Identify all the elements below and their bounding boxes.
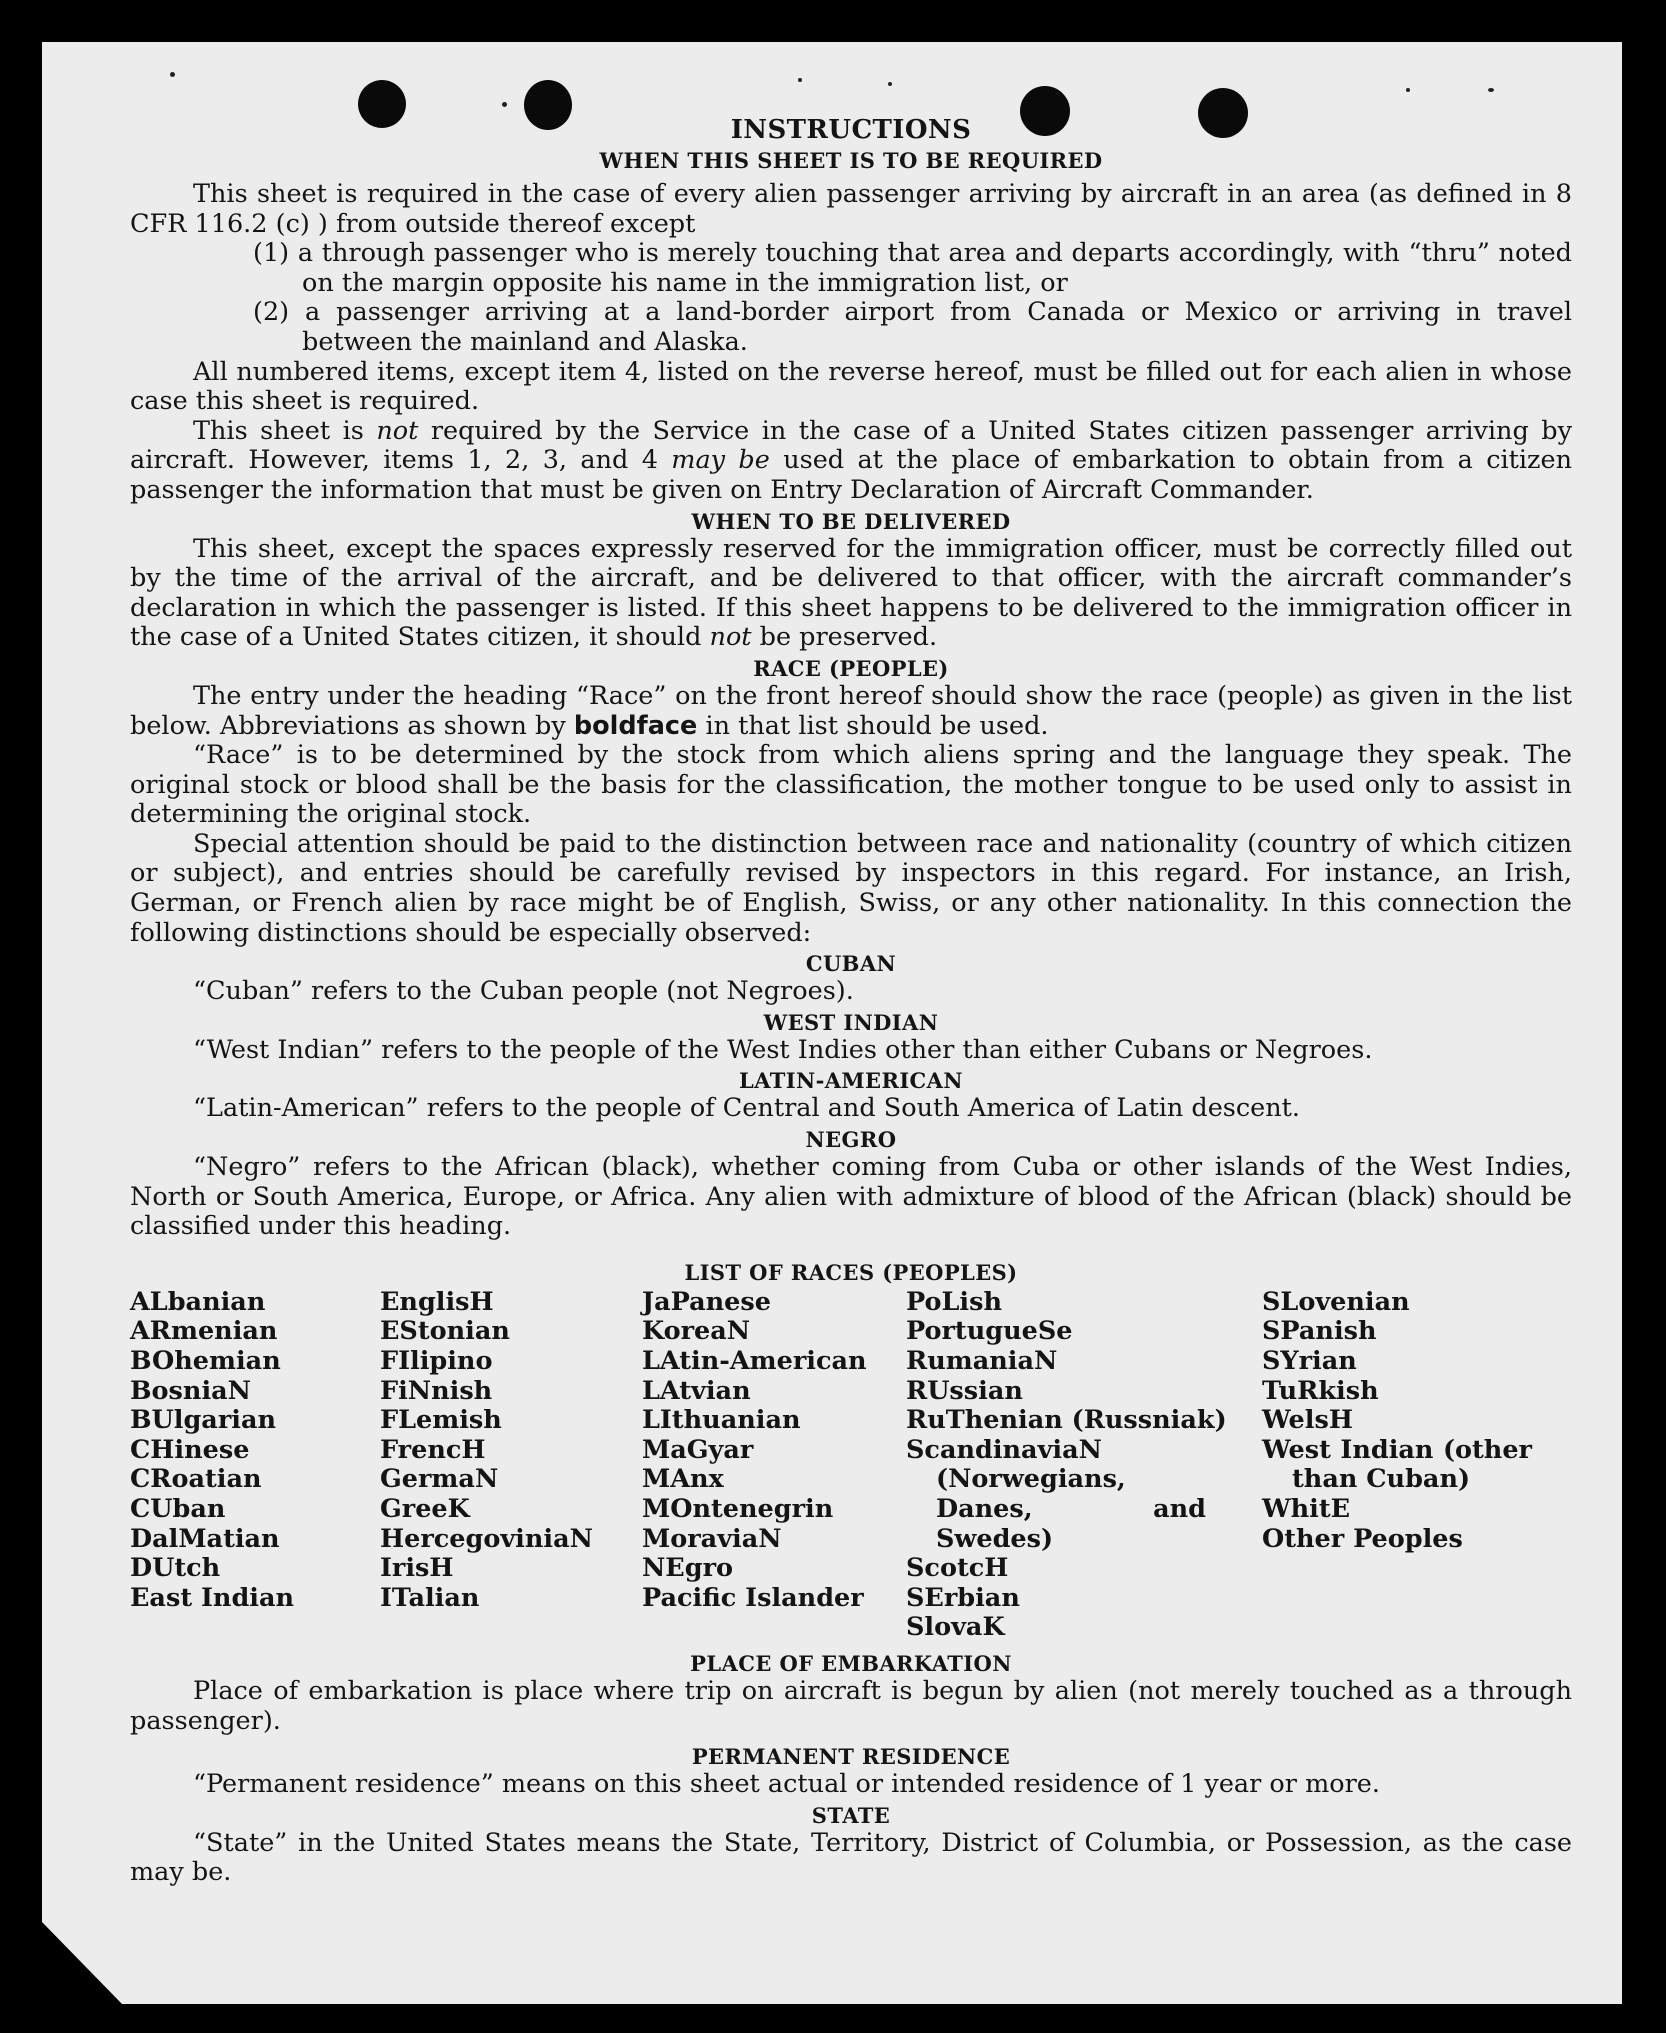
race-list-item: HercegoviniaN: [380, 1523, 593, 1554]
negro-text: “Negro” refers to the African (black), whether coming from Cuba or other islands of the West Indies, North or South America, Europe, or Africa. Any alien with admixture of blood of the African (black) should be classified under this heading.: [130, 1152, 1572, 1242]
race-list-item: GermaN: [380, 1464, 499, 1495]
section-heading-state: STATE: [811, 1802, 891, 1828]
race-list-item: JaPanese: [642, 1286, 771, 1317]
race-list-item: CHinese: [130, 1434, 250, 1465]
torn-corner: [42, 1922, 122, 2004]
race-list-item: RumaniaN: [906, 1346, 1058, 1376]
exception-item-1: (1) a through passenger who is merely touching that area and departs accordingly, with “thru” noted on the margin opposite his name in the immigration list, or: [253, 238, 1572, 298]
race-list-item: East Indian: [130, 1582, 295, 1613]
race-list-item: BUlgarian: [130, 1405, 277, 1436]
race-list-item: NEgro: [642, 1553, 734, 1584]
race-list-item: ITalian: [380, 1582, 480, 1613]
race-list-item: KoreaN: [642, 1316, 751, 1347]
numbered-items-paragraph: All numbered items, except item 4, listed on the reverse hereof, must be filled out for each alien in whose case this sheet is required.: [130, 356, 1572, 417]
race-list-item: RUssian: [906, 1375, 1023, 1406]
race-paragraph-3: Special attention should be paid to the distinction between race and nationality (country of which citizen or subject), and entries should be carefully revised by inspectors in this regard. For instance, an Irish, German, or French alien by race might be of English, Swiss, or any other nationality. In this connection the following distinctions should be especially observed:: [130, 828, 1572, 948]
race-list-item: SPanish: [1262, 1316, 1377, 1347]
latin-american-text: “Latin-American” refers to the people of Central and South America of Latin descent.: [193, 1093, 1301, 1124]
section-heading-embarkation: PLACE OF EMBARKATION: [690, 1650, 1012, 1676]
race-list-item: LAtvian: [642, 1375, 751, 1406]
race-list-item: GreeK: [380, 1493, 470, 1524]
race-list-item: PortugueSe: [906, 1316, 1073, 1347]
race-list-item: DalMatian: [130, 1523, 280, 1554]
section-heading-required: WHEN THIS SHEET IS TO BE REQUIRED: [599, 148, 1103, 173]
speck: [798, 78, 802, 82]
race-list-item: BosniaN: [130, 1375, 251, 1406]
section-heading-delivered: WHEN TO BE DELIVERED: [691, 508, 1011, 534]
race-list-item: Other Peoples: [1262, 1523, 1463, 1554]
west-indian-text: “West Indian” refers to the people of the West Indies other than either Cubans or Negroes.: [193, 1034, 1373, 1065]
speck: [1406, 88, 1410, 92]
race-list-item: FiNnish: [380, 1375, 493, 1406]
race-list-item: PoLish: [906, 1286, 1003, 1317]
race-list-item: RuThenian (Russniak): [906, 1405, 1227, 1436]
race-list-item: FrencH: [380, 1434, 486, 1465]
race-list-item: West Indian (other than Cuban): [1262, 1434, 1532, 1495]
race-list-item: ALbanian: [130, 1286, 266, 1317]
section-heading-race: RACE (PEOPLE): [753, 655, 949, 681]
race-list-item: MOntenegrin: [642, 1493, 834, 1524]
race-list-item: DUtch: [130, 1553, 221, 1584]
race-list-item: SlovaK: [906, 1612, 1005, 1643]
race-list-item: SLovenian: [1262, 1286, 1410, 1317]
race-column-1: [130, 1288, 380, 1643]
race-list-item: LAtin-American: [642, 1346, 867, 1376]
race-list-item: FLemish: [380, 1405, 502, 1436]
race-list-item: WelsH: [1262, 1405, 1353, 1436]
section-heading-negro: NEGRO: [805, 1127, 897, 1153]
race-paragraph-2: “Race” is to be determined by the stock from which aliens spring and the language they speak. The original stock or blood shall be the basis for the classification, the mother tongue to be used only to assist in determining the original stock.: [130, 740, 1572, 830]
citizen-paragraph: This sheet is not required by the Service in the case of a United States citizen passenger arriving by aircraft. However, items 1, 2, 3, and 4 may be used at the place of embarkation to obtain from a citizen passenger the information that must be given on Entry Declaration of Aircraft Commander.: [130, 415, 1573, 505]
speck: [170, 72, 175, 77]
race-column-3: [642, 1288, 906, 1643]
race-list-item: TuRkish: [1262, 1375, 1379, 1406]
race-list-item: CUban: [130, 1493, 226, 1524]
race-column-2: [380, 1288, 642, 1643]
section-heading-residence: PERMANENT RESIDENCE: [691, 1744, 1011, 1770]
race-list-item: MAnx: [642, 1464, 724, 1495]
section-heading-west-indian: WEST INDIAN: [763, 1009, 939, 1035]
speck: [502, 102, 507, 107]
race-column-4: [906, 1286, 1227, 1643]
race-list-item: LIthuanian: [642, 1405, 801, 1436]
race-list-item: WhitE: [1262, 1493, 1351, 1524]
race-list-item: EnglisH: [380, 1286, 494, 1317]
instructions-content: [130, 114, 1572, 1888]
intro-paragraph: This sheet is required in the case of every alien passenger arriving by aircraft in an area (as defined in 8 CFR 116.2 (c) ) from outside thereof except: [130, 179, 1572, 239]
race-list-item: EStonian: [380, 1316, 510, 1347]
race-list: [130, 1288, 1572, 1643]
race-paragraph-1: The entry under the heading “Race” on the front hereof should show the race (people) as given in the list below. Abbreviations as shown by boldface in that list should be used.: [130, 680, 1572, 741]
race-list-item: CRoatian: [130, 1464, 262, 1495]
race-list-item: FIlipino: [380, 1346, 493, 1376]
delivered-paragraph: This sheet, except the spaces expressly reserved for the immigration officer, must be correctly filled out by the time of the arrival of the aircraft, and be delivered to that officer, with the aircraft commander’s declaration in which the passenger is listed. If this sheet happens to be delivered to the immigration officer in the case of a United States citizen, it should not be preserved.: [130, 533, 1572, 653]
embarkation-text: Place of embarkation is place where trip on aircraft is begun by alien (not merely touched as a through passenger).: [130, 1675, 1572, 1736]
state-text: “State” in the United States means the State, Territory, District of Columbia, or Possession, as the case may be.: [130, 1827, 1572, 1888]
race-list-item: ARmenian: [130, 1316, 278, 1347]
race-list-item: MoraviaN: [642, 1523, 782, 1554]
race-list-item: BOhemian: [130, 1346, 281, 1376]
race-list-item: ScotcH: [906, 1553, 1009, 1584]
race-list-item: SErbian: [906, 1582, 1020, 1613]
speck: [1488, 88, 1494, 92]
page-title: INSTRUCTIONS: [730, 115, 972, 145]
race-list-item: ScandinaviaN (Norwegians, Danes, and Swedes): [906, 1434, 1206, 1554]
race-list-item: IrisH: [380, 1553, 454, 1584]
document-sheet: [42, 42, 1622, 2004]
section-heading-latin-american: LATIN-AMERICAN: [739, 1068, 963, 1094]
exception-item-2: (2) a passenger arriving at a land-border airport from Canada or Mexico or arriving in travel between the mainland and Alaska.: [253, 297, 1572, 357]
section-heading-cuban: CUBAN: [805, 951, 897, 977]
speck: [888, 82, 892, 86]
race-column-5: [1262, 1288, 1532, 1643]
section-heading-list-of-races: LIST OF RACES (PEOPLES): [684, 1259, 1018, 1285]
residence-text: “Permanent residence” means on this sheet actual or intended residence of 1 year or more.: [193, 1769, 1380, 1800]
race-list-item: Pacific Islander: [642, 1582, 864, 1613]
race-list-item: SYrian: [1262, 1346, 1357, 1376]
race-list-item: MaGyar: [642, 1434, 754, 1465]
cuban-text: “Cuban” refers to the Cuban people (not Negroes).: [193, 976, 854, 1007]
